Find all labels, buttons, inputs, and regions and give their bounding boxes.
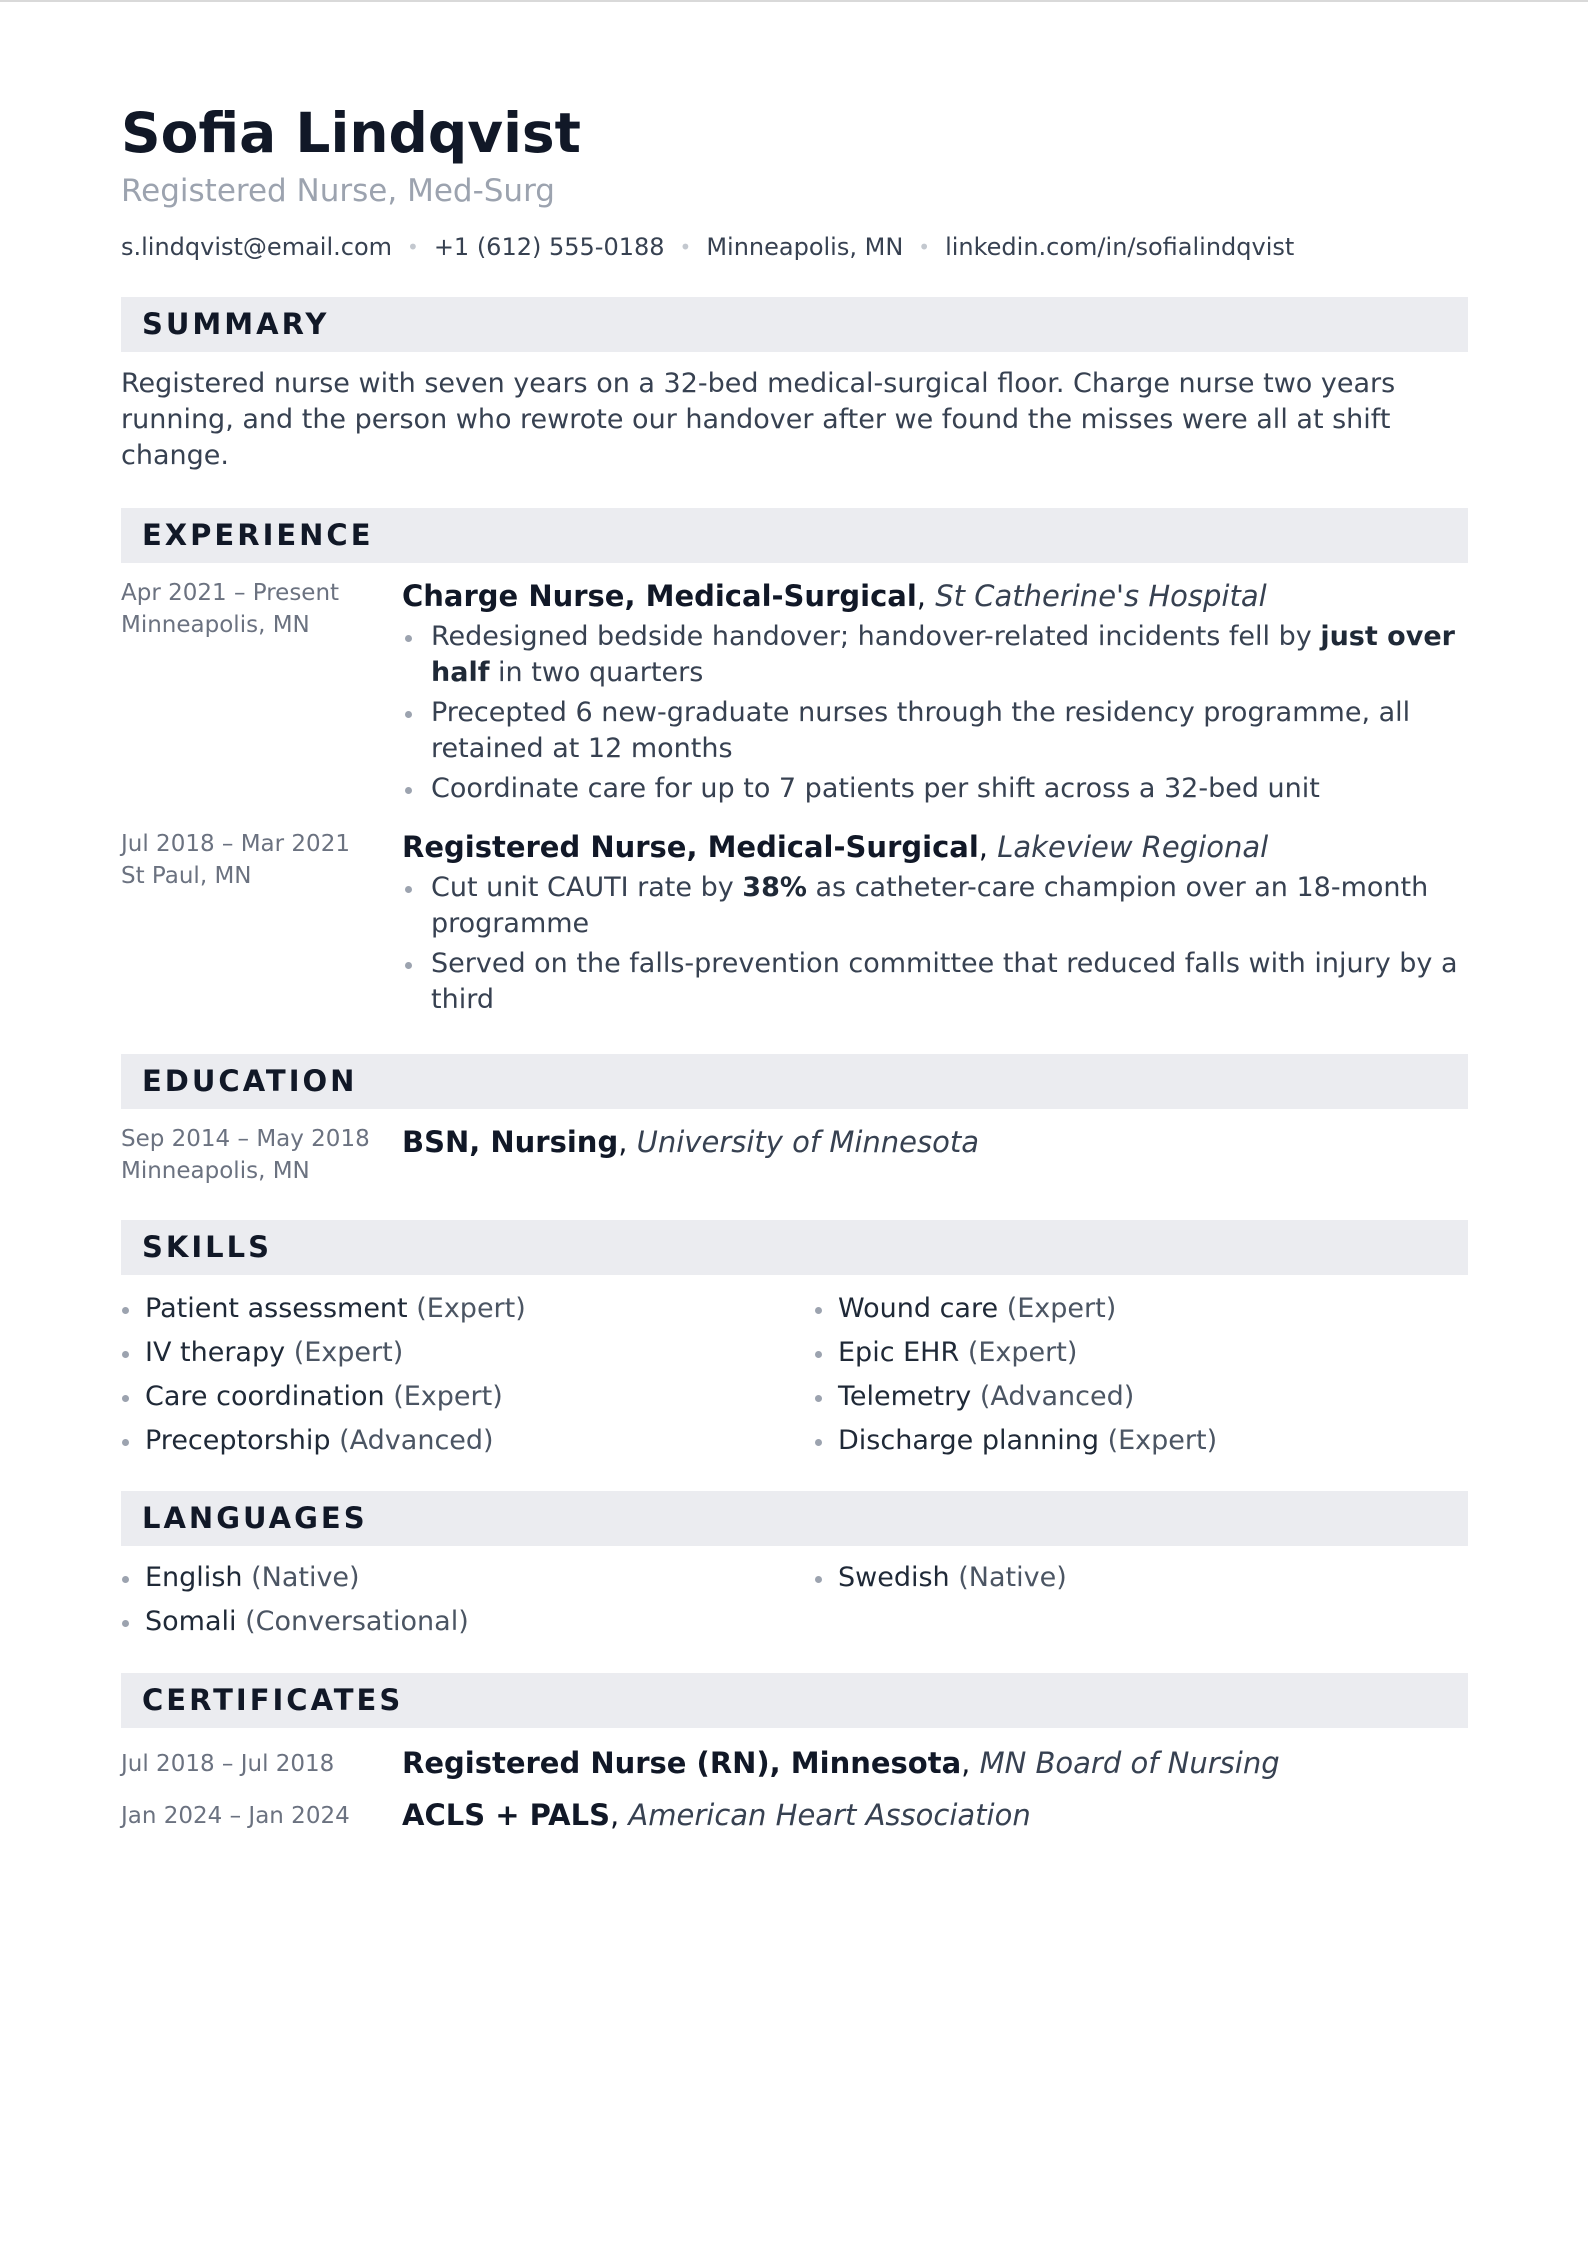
- contact-location: Minneapolis, MN: [706, 233, 904, 261]
- language-item: Swedish (Native): [814, 1560, 1468, 1596]
- bullet-item: Precepted 6 new-graduate nurses through the residency programme, all retained at 12 months: [402, 695, 1468, 767]
- contact-separator: •: [407, 235, 419, 259]
- certificate-dates: Jul 2018 – Jul 2018: [121, 1751, 335, 1777]
- contact-linkedin[interactable]: linkedin.com/in/sofialindqvist: [945, 233, 1295, 261]
- bullet-item: Redesigned bedside handover; handover-related incidents fell by just over half in two quarters: [402, 619, 1468, 691]
- entry-meta: [121, 828, 391, 892]
- entry-title: BSN, Nursing, University of Minnesota: [402, 1125, 979, 1159]
- summary-text: Registered nurse with seven years on a 32-bed medical-surgical floor. Charge nurse two years running, and the person who rewrote our handover after we found the misses were all at shift change.: [121, 368, 1396, 471]
- skill-item: Discharge planning (Expert): [814, 1423, 1468, 1459]
- bullet-item: Coordinate care for up to 7 patients per shift across a 32-bed unit: [402, 771, 1468, 807]
- skills-list: [121, 1291, 1468, 1459]
- skill-item: Care coordination (Expert): [121, 1379, 814, 1415]
- entry-dates: Sep 2014 – May 2018: [121, 1126, 370, 1152]
- entry-location: Minneapolis, MN: [121, 612, 310, 638]
- certificate-entry: [121, 1744, 1468, 1784]
- entry-bullets: [402, 870, 1468, 1018]
- entry-location: Minneapolis, MN: [121, 1158, 310, 1184]
- skill-item: Epic EHR (Expert): [814, 1335, 1468, 1371]
- section-title: CERTIFICATES: [142, 1683, 404, 1717]
- entry-school: University of Minnesota: [636, 1125, 979, 1159]
- section-title: LANGUAGES: [142, 1501, 368, 1535]
- section-header-experience: [121, 508, 1468, 563]
- contact-separator: •: [679, 235, 692, 259]
- candidate-name: Sofia Lindqvist: [121, 101, 581, 165]
- skill-item: Telemetry (Advanced): [814, 1379, 1468, 1415]
- skill-item: Wound care (Expert): [814, 1291, 1468, 1327]
- section-header-summary: [121, 297, 1468, 352]
- candidate-headline: Registered Nurse, Med-Surg: [121, 173, 555, 209]
- section-title: SUMMARY: [142, 307, 330, 341]
- certificate-title: ACLS + PALS, American Heart Association: [402, 1798, 1031, 1832]
- certificate-title: Registered Nurse (RN), Minnesota, MN Board of Nursing: [402, 1746, 1280, 1780]
- language-item: Somali (Conversational): [121, 1604, 814, 1640]
- section-header-languages: [121, 1491, 1468, 1546]
- contact-phone[interactable]: +1 (612) 555-0188: [433, 233, 665, 261]
- entry-title: Charge Nurse, Medical-Surgical, St Catherine's Hospital: [402, 579, 1267, 613]
- section-title: EXPERIENCE: [142, 518, 374, 552]
- entry-body: [402, 828, 1468, 1018]
- contact-email[interactable]: s.lindqvist@email.com: [121, 233, 393, 261]
- entry-location: St Paul, MN: [121, 863, 252, 889]
- entry-degree: BSN, Nursing: [402, 1125, 619, 1159]
- skill-item: Patient assessment (Expert): [121, 1291, 814, 1327]
- bullet-item: Served on the falls-prevention committee that reduced falls with injury by a third: [402, 946, 1468, 1018]
- entry-title: Registered Nurse, Medical-Surgical, Lakeview Regional: [402, 830, 1269, 864]
- languages-list: [121, 1560, 1468, 1640]
- section-header-skills: [121, 1220, 1468, 1275]
- section-title: EDUCATION: [142, 1064, 358, 1098]
- certificate-entry: [121, 1796, 1468, 1836]
- entry-dates: Apr 2021 – Present: [121, 580, 340, 606]
- contact-separator: •: [918, 235, 931, 259]
- entry-bullets: [402, 619, 1468, 807]
- entry-body: [402, 577, 1468, 807]
- skill-item: IV therapy (Expert): [121, 1335, 814, 1371]
- certificate-dates: Jan 2024 – Jan 2024: [121, 1803, 350, 1829]
- section-header-certificates: [121, 1673, 1468, 1728]
- entry-employer: St Catherine's Hospital: [935, 579, 1267, 613]
- language-item: English (Native): [121, 1560, 814, 1596]
- entry-employer: Lakeview Regional: [997, 830, 1269, 864]
- entry-meta: [121, 577, 391, 641]
- entry-body: [402, 1123, 1468, 1161]
- section-header-education: [121, 1054, 1468, 1109]
- section-title: SKILLS: [142, 1230, 272, 1264]
- entry-role: Registered Nurse, Medical-Surgical: [402, 830, 979, 864]
- top-border: [0, 0, 1588, 2]
- entry-meta: [121, 1123, 391, 1187]
- bullet-item: Cut unit CAUTI rate by 38% as catheter-care champion over an 18-month programme: [402, 870, 1468, 942]
- entry-dates: Jul 2018 – Mar 2021: [121, 831, 350, 857]
- entry-role: Charge Nurse, Medical-Surgical: [402, 579, 917, 613]
- skill-item: Preceptorship (Advanced): [121, 1423, 814, 1459]
- contact-line: [121, 230, 1294, 264]
